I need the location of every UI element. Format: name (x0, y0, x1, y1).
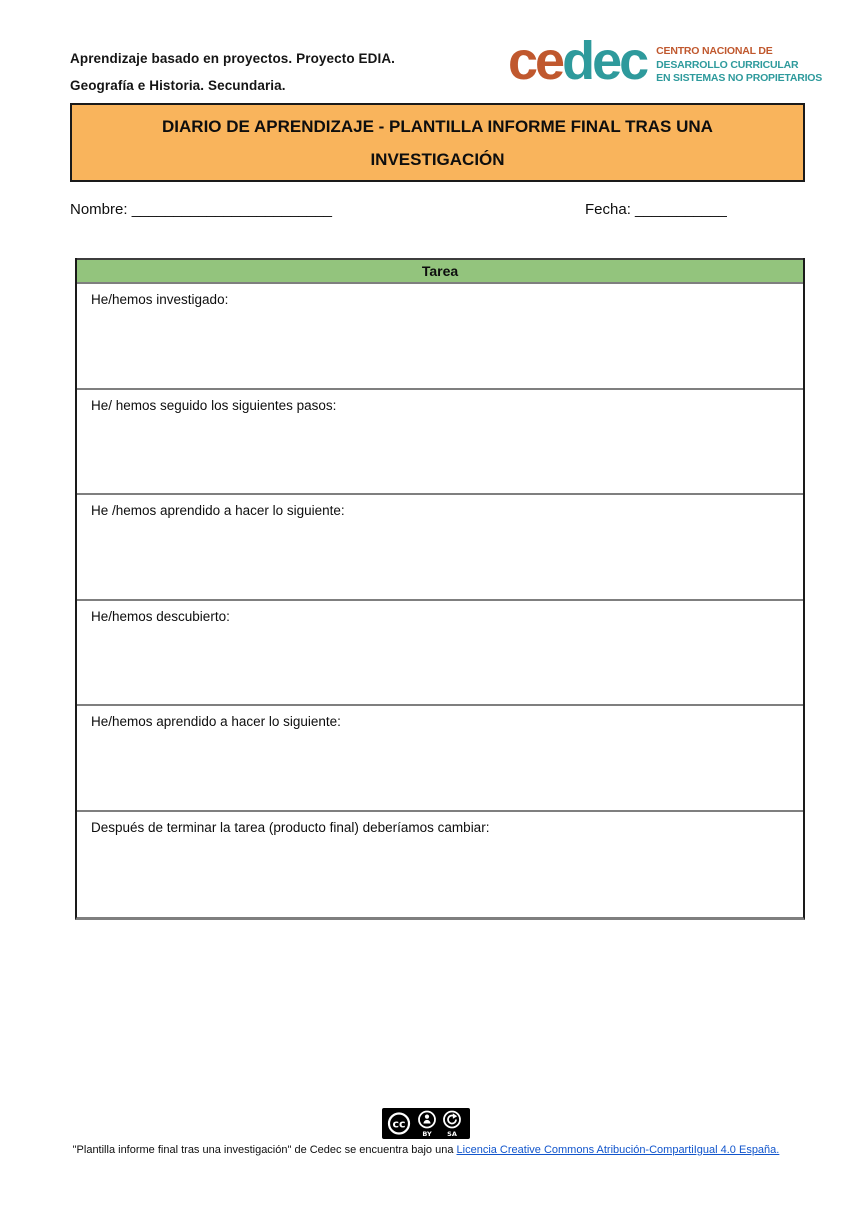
date-label: Fecha: (585, 201, 631, 218)
task-row-label: He/ hemos seguido los siguientes pasos: (91, 397, 337, 413)
date-field (585, 201, 727, 218)
cc-icon (389, 1114, 409, 1134)
project-heading-line1: Aprendizaje basado en proyectos. Proyecto EDIA. (70, 51, 396, 66)
badge-by-label: BY (422, 1130, 432, 1138)
table-row (77, 601, 803, 707)
project-heading (70, 45, 395, 99)
project-heading-line2: Geografía e Historia. Secundaria. (70, 78, 286, 93)
table-row (77, 706, 803, 812)
name-label: Nombre: (70, 201, 128, 218)
cedec-tagline-line3: EN SISTEMAS NO PROPIETARIOS (656, 72, 823, 84)
attribution-person-icon (419, 1112, 435, 1128)
cc-icon-letters: cc (392, 1117, 406, 1131)
license-line (0, 1144, 852, 1156)
cedec-logo-word-part1: ce (508, 31, 563, 91)
task-table-header: Tarea (77, 258, 803, 284)
name-field (70, 201, 332, 218)
cedec-tagline-line2: DESARROLLO CURRICULAR (656, 58, 799, 71)
date-blank-line: ___________ (635, 201, 727, 218)
table-row (77, 284, 803, 390)
cc-by-sa-badge[interactable] (382, 1108, 470, 1139)
cedec-tagline-line1: CENTRO NACIONAL DE (656, 45, 773, 57)
license-link[interactable]: Licencia Creative Commons Atribución-CompartiIgual 4.0 España. (456, 1144, 780, 1156)
name-blank-line: ________________________ (131, 201, 332, 218)
task-row-label: He/hemos aprendido a hacer lo siguiente: (91, 714, 341, 729)
cedec-logo-wordmark (508, 31, 647, 91)
share-alike-arrow-icon (444, 1112, 460, 1128)
cedec-logo-word-part2: dec (562, 31, 647, 91)
license-text: "Plantilla informe final tras una investigación" de Cedec se encuentra bajo una (72, 1144, 457, 1156)
task-row-label: He /hemos aprendido a hacer lo siguiente: (91, 503, 345, 518)
table-row (77, 495, 803, 601)
title-banner (70, 103, 805, 182)
task-row-label: He/hemos descubierto: (91, 608, 230, 624)
task-table (75, 258, 805, 920)
document-title: DIARIO DE APRENDIZAJE - PLANTILLA INFORME FINAL TRAS UNA INVESTIGACIÓN (162, 117, 713, 169)
cedec-logo (508, 31, 823, 91)
badge-sa-label: SA (447, 1130, 457, 1138)
task-row-label: Después de terminar la tarea (producto final) deberíamos cambiar: (91, 819, 490, 835)
task-row-label: He/hemos investigado: (91, 292, 229, 307)
table-row (77, 390, 803, 496)
cedec-logo-tagline (656, 45, 822, 86)
table-row (77, 812, 803, 918)
